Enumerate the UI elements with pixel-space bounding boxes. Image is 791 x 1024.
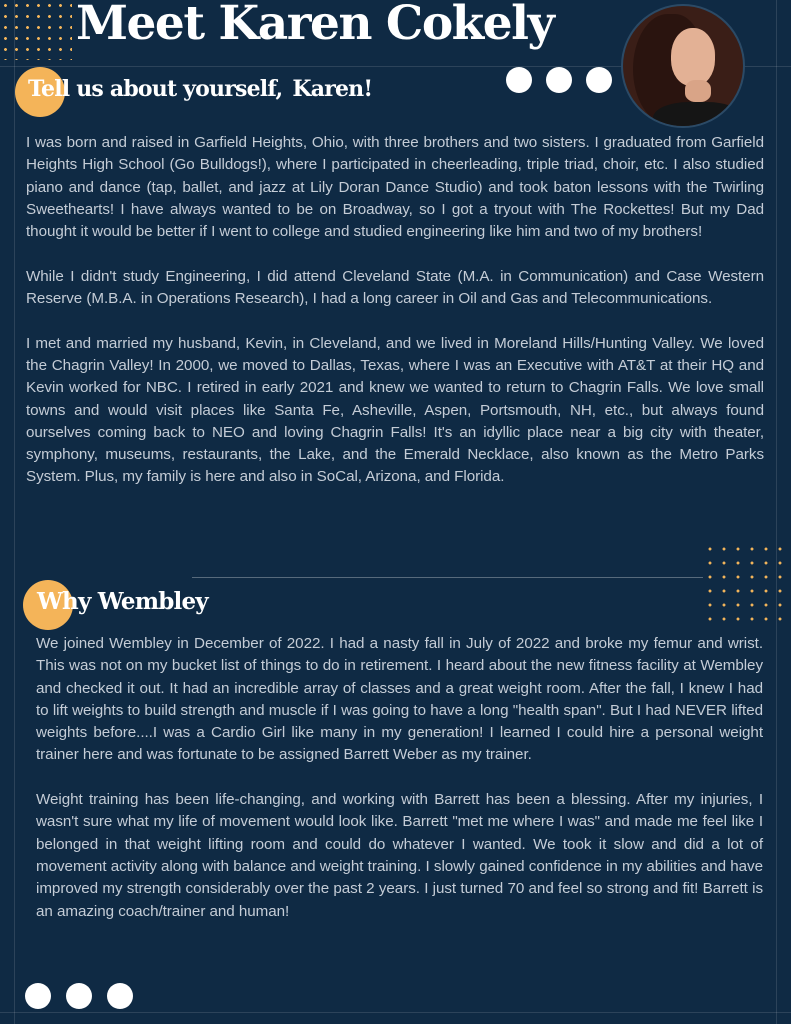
about-paragraph: While I didn't study Engineering, I did attend Cleveland State (M.A. in Communication) and Case Western Reserve (M.B.A. in Operations Research), I had a long career in Oil and Gas and Telecommunications. (26, 267, 764, 308)
why-wembley-body (36, 633, 763, 923)
decorative-dot (25, 983, 51, 1009)
about-body (26, 132, 764, 489)
section-heading-why-wembley: Why Wembley (37, 588, 208, 615)
decorative-dot (66, 983, 92, 1009)
about-paragraph: I met and married my husband, Kevin, in Cleveland, and we lived in Moreland Hills/Hunting Valley. We loved the Chagrin Valley! In 2000, we moved to Dallas, Texas, where I was an Executive with AT&T at their HQ and Kevin worked for NBC. I retired in early 2021 and knew we wanted to return to Chagrin Falls. We love small towns and would visit places like Santa Fe, Asheville, Aspen, Portsmouth, NH, etc., but always found ourselves coming back to NEO and loving Chagrin Falls! It's an idyllic place near a big city with theater, symphony, museums, restaurants, the Lake, and the Emerald Necklace, also known as the Metro Parks System. Plus, my family is here and also in SoCal, Arizona, and Florida. (26, 334, 764, 486)
frame-line-bottom (0, 1012, 791, 1013)
decorative-dot (546, 67, 572, 93)
profile-photo (621, 4, 745, 128)
about-paragraph: I was born and raised in Garfield Heights, Ohio, with three brothers and two sisters. I graduated from Garfield Heights High School (Go Bulldogs!), where I participated in cheerleading, triple triad, choir, etc. I also studied piano and dance (tap, ballet, and jazz at Lily Doran Dance Studio) and took baton lessons with the Twirling Sweethearts! I have always wanted to be on Broadway, so I got a tryout with The Rockettes! But my Dad thought it would be better if I went to college and studied engineering like him and two of my brothers! (26, 134, 764, 241)
decorative-dot (107, 983, 133, 1009)
decorative-dot-grid (703, 542, 787, 622)
decorative-dot (506, 67, 532, 93)
section-heading-about-part1: Tell us about yourself, (28, 76, 283, 102)
page-title: Meet Karen Cokely (76, 0, 554, 51)
decorative-dot-grid (0, 0, 72, 60)
frame-line-left (14, 0, 15, 1024)
why-wembley-paragraph: Weight training has been life-changing, and working with Barrett has been a blessing. After my injuries, I wasn't sure what my life of movement would look like. Barrett "met me where I was" and made me feel like I belonged in that weight lifting room and could do whatever I wanted. We took it slow and did a lot of movement activity along with balance and weight training. I slowly gained confidence in my abilities and have improved my strength considerably over the past 2 years. I just turned 70 and feel so strong and fit! Barrett is an amazing coach/trainer and human! (36, 791, 763, 920)
frame-line-right (776, 0, 777, 1024)
section-heading-about-part2: Karen! (292, 76, 373, 102)
section-divider (192, 577, 703, 578)
section-heading-about (28, 76, 372, 102)
decorative-dot (586, 67, 612, 93)
why-wembley-paragraph: We joined Wembley in December of 2022. I had a nasty fall in July of 2022 and broke my femur and wrist. This was not on my bucket list of things to do in retirement. I heard about the new fitness facility at Wembley and checked it out. It had an incredible array of classes and a great weight room. After the fall, I knew I had to lift weights to build strength and muscle if I was going to have a long "health span". But I had NEVER lifted weights before....I was a Cardio Girl like many in my generation! I learned I could hire a personal weight trainer here and was fortunate to be assigned Barrett Weber as my trainer. (36, 635, 763, 764)
